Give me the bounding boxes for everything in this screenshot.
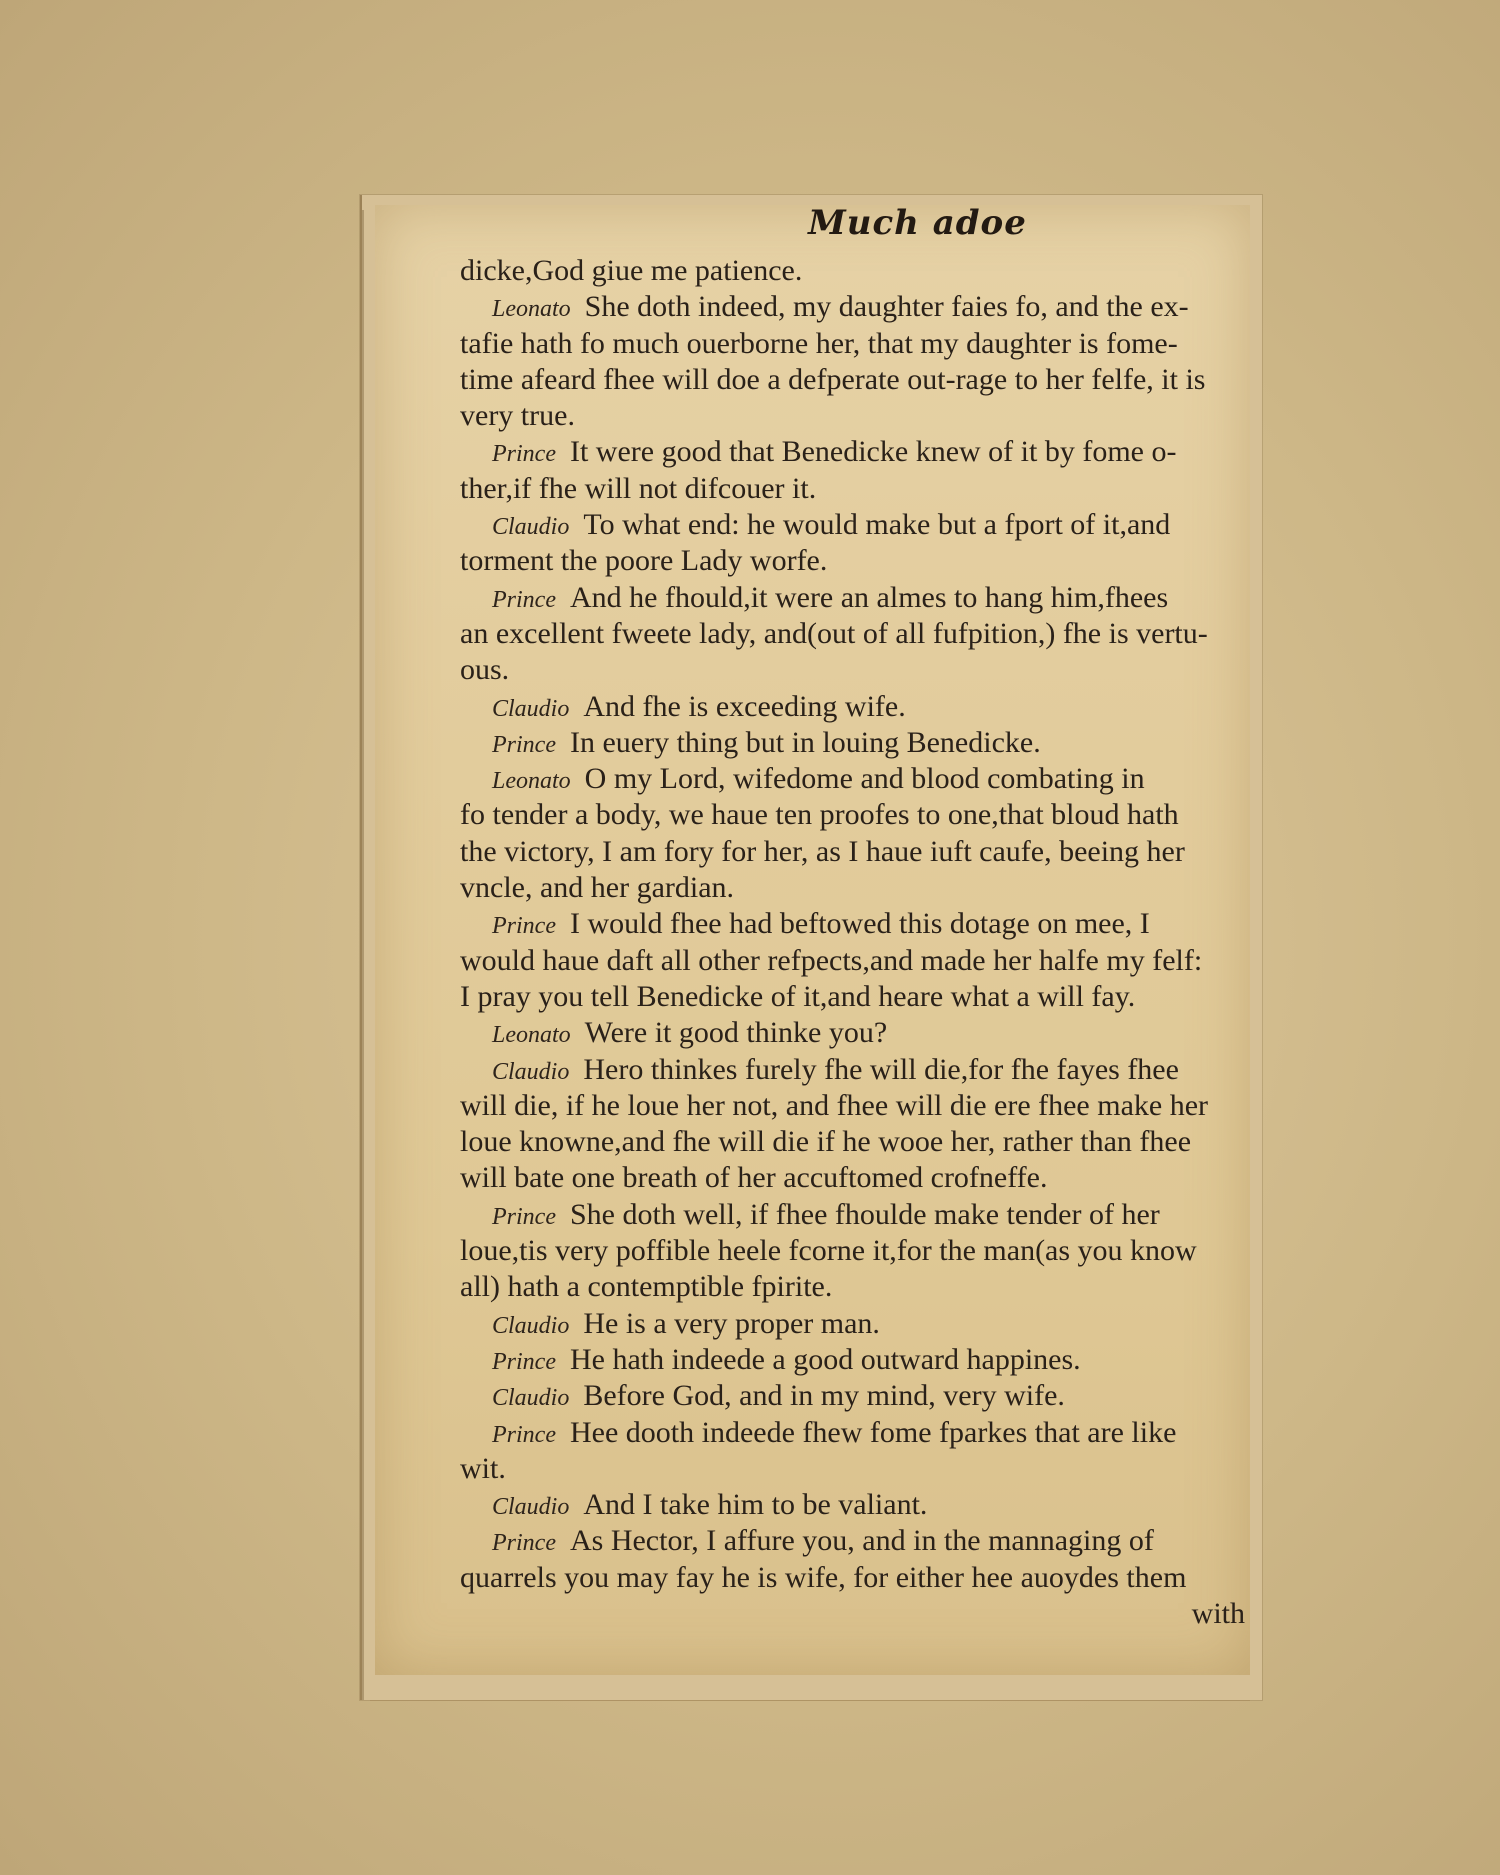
text-line (460, 1269, 1255, 1305)
line-text: To what end: he would make but a fport of it,and (583, 508, 1171, 542)
line-text: all) hath a contemptible fpirite. (460, 1270, 833, 1304)
text-line (460, 1523, 1255, 1559)
speaker-name: Prince (492, 1530, 556, 1557)
speaker-name: Prince (492, 1348, 556, 1375)
speaker-name: Claudio (492, 1494, 570, 1521)
speaker-name: Leonato (492, 768, 571, 795)
line-text: And he fhould,it were an almes to hang him,fhees (569, 580, 1169, 614)
speaker-name: Prince (492, 1421, 556, 1448)
line-text: Hee dooth indeede fhew fome fparkes that are like (569, 1415, 1177, 1449)
line-text: will bate one breath of her accuftomed crofneffe. (460, 1161, 1048, 1195)
line-text: loue knowne,and fhe will die if he wooe her, rather than fhee (460, 1125, 1192, 1159)
speaker-name: Claudio (492, 1385, 570, 1412)
line-text: the victory, I am fory for her, as I haue iuft caufe, beeing her (460, 834, 1185, 868)
line-text: I would fhee had beftowed this dotage on mee, I (569, 907, 1150, 941)
line-text: very true. (460, 399, 575, 433)
text-line (460, 1487, 1255, 1523)
line-text: time afeard fhee will doe a defperate out-rage to her felfe, it is (460, 362, 1206, 396)
line-text: He is a very proper man. (583, 1306, 880, 1340)
text-line (460, 1197, 1255, 1233)
text-line (460, 1088, 1255, 1124)
running-header-title: Much adoe (808, 203, 1027, 243)
catchword: with (1191, 1596, 1245, 1630)
line-text: fo tender a body, we haue ten proofes to one,that bloud hath (460, 798, 1179, 832)
speaker-name: Leonato (492, 1022, 571, 1049)
text-line (460, 326, 1255, 362)
line-text: As Hector, I affure you, and in the mannaging of (569, 1524, 1154, 1558)
text-line (460, 434, 1255, 470)
line-text: And I take him to be valiant. (583, 1488, 928, 1522)
text-line (460, 834, 1255, 870)
line-text: would haue daft all other refpects,and made her halfe my felf: (460, 943, 1203, 977)
speaker-name: Claudio (492, 514, 570, 541)
speaker-name: Claudio (492, 695, 570, 722)
line-text: torment the poore Lady worfe. (460, 544, 828, 578)
text-line (460, 870, 1255, 906)
line-text: And fhe is exceeding wife. (583, 689, 906, 723)
line-text: dicke,God giue me patience. (460, 254, 803, 287)
line-text: Hero thinkes furely fhe will die,for fhe fayes fhee (583, 1052, 1179, 1086)
text-line (460, 398, 1255, 434)
text-line (460, 943, 1255, 979)
line-text: It were good that Benedicke knew of it by fome o- (569, 435, 1177, 469)
text-line (460, 1233, 1255, 1269)
text-line (460, 1451, 1255, 1487)
text-line (460, 616, 1255, 652)
text-line (460, 1415, 1255, 1451)
text-line (460, 1015, 1255, 1051)
text-line (460, 1378, 1255, 1414)
text-line (460, 580, 1255, 616)
text-block (460, 205, 1255, 1632)
bottom-rule (370, 1700, 1250, 1701)
text-line (460, 689, 1255, 725)
speaker-name: Claudio (492, 1312, 570, 1339)
line-text: He hath indeede a good outward happines. (569, 1342, 1081, 1376)
running-header (460, 205, 1255, 253)
speaker-name: Prince (492, 441, 556, 468)
line-text: vncle, and her gardian. (460, 871, 735, 905)
text-line (460, 652, 1255, 688)
text-line (460, 471, 1255, 507)
speaker-name: Prince (492, 731, 556, 758)
line-text: wit. (460, 1451, 506, 1485)
speaker-name: Prince (492, 586, 556, 613)
line-text: an excellent fweete lady, and(out of all fufpition,) fhe is vertu- (460, 616, 1208, 650)
line-text: Were it good thinke you? (584, 1016, 888, 1050)
text-line (460, 1052, 1255, 1088)
verse-lines (460, 253, 1255, 1596)
line-text: ous. (460, 653, 510, 687)
line-text: quarrels you may fay he is wife, for either hee auoydes them (460, 1560, 1187, 1594)
line-text: In euery thing but in louing Benedicke. (569, 725, 1041, 759)
line-text: She doth well, if fhee fhoulde make tender of her (569, 1197, 1160, 1231)
text-line (460, 1124, 1255, 1160)
text-line (460, 797, 1255, 833)
text-line (460, 979, 1255, 1015)
text-line (460, 507, 1255, 543)
text-line (460, 253, 1255, 289)
gutter-line (362, 210, 364, 1700)
line-text: tafie hath fo much ouerborne her, that my daughter is fome- (460, 326, 1178, 360)
text-line (460, 289, 1255, 325)
line-text: She doth indeed, my daughter faies fo, and the ex- (584, 290, 1189, 324)
speaker-name: Leonato (492, 296, 571, 323)
text-line (460, 725, 1255, 761)
line-text: loue,tis very poffible heele fcorne it,for the man(as you know (460, 1234, 1197, 1268)
line-text: ther,if fhe will not difcouer it. (460, 471, 817, 505)
speaker-name: Prince (492, 913, 556, 940)
line-text: O my Lord, wifedome and blood combating in (584, 762, 1145, 796)
text-line (460, 1560, 1255, 1596)
speaker-name: Prince (492, 1203, 556, 1230)
text-line (460, 906, 1255, 942)
line-text: Before God, and in my mind, very wife. (583, 1379, 1065, 1413)
line-text: will die, if he loue her not, and fhee will die ere fhee make her (460, 1088, 1209, 1122)
line-text: I pray you tell Benedicke of it,and heare what a will fay. (460, 979, 1136, 1013)
speaker-name: Claudio (492, 1058, 570, 1085)
text-line (460, 1160, 1255, 1196)
text-line (460, 362, 1255, 398)
text-line (460, 1306, 1255, 1342)
text-line (460, 761, 1255, 797)
text-line (460, 543, 1255, 579)
text-line (460, 1342, 1255, 1378)
